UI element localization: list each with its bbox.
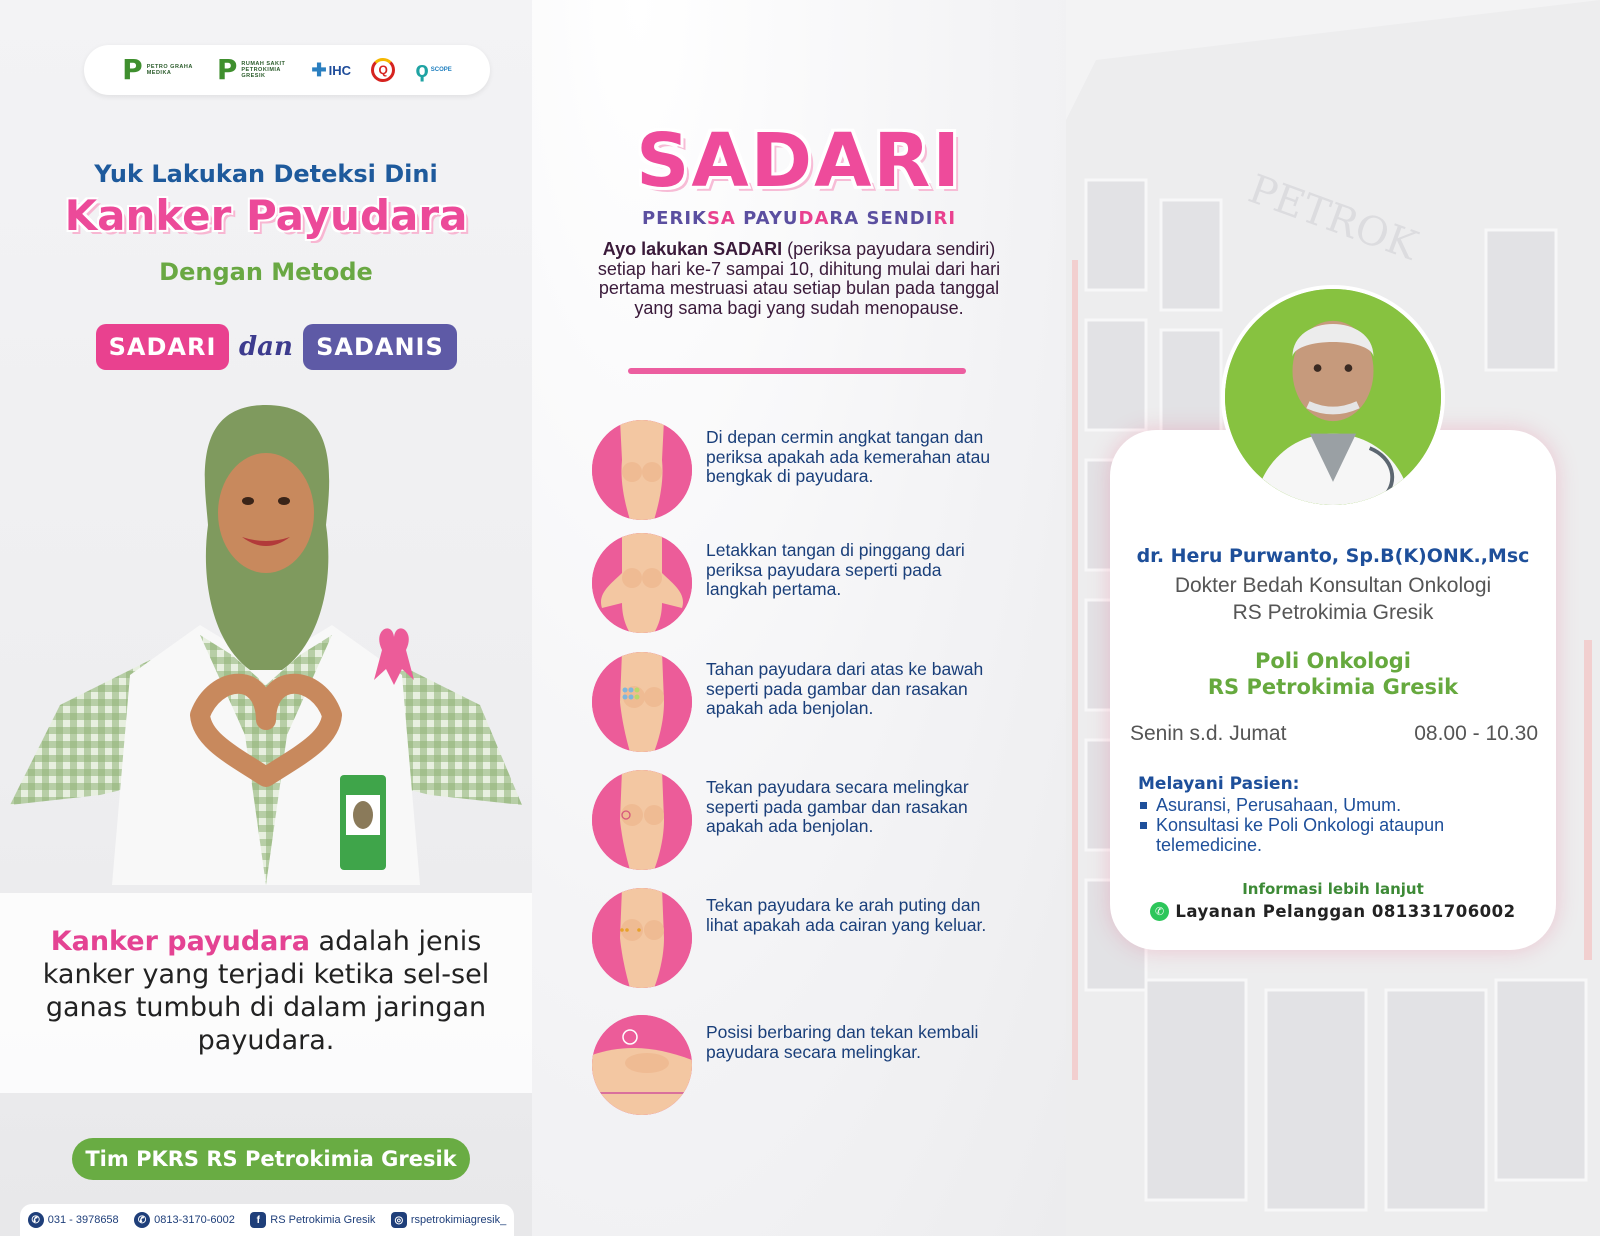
method-badges <box>96 324 457 370</box>
list-item: Asuransi, Perusahaan, Umum. <box>1138 795 1538 815</box>
intro-text: (periksa payudara sendiri) setiap hari ke-7 sampai 10, dihitung mulai dari hari pertama mestruasi atau setiap bulan pada tanggal yang sama bagi yang sudah menopause. <box>597 239 1001 318</box>
health-worker-photo <box>0 405 532 885</box>
subtitle-part-accent: SA <box>706 208 736 229</box>
more-info-label: Informasi lebih lanjut <box>1242 880 1424 898</box>
svg-text:PETROK: PETROK <box>1242 166 1424 270</box>
list-item: Konsultasi ke Poli Onkologi ataupun telemedicine. <box>1138 815 1538 855</box>
clinic-name-line: Poli Onkologi <box>1254 649 1411 673</box>
schedule-hours: 08.00 - 10.30 <box>1414 722 1538 745</box>
subtitle-part-accent: DA <box>798 208 830 229</box>
sadari-badge: SADARI <box>96 324 229 370</box>
subtitle-part-accent: RI <box>933 208 957 229</box>
petro-graha-medika-logo <box>122 53 197 86</box>
step-2-text: Letakkan tangan di pinggang dari periksa payudara seperti pada langkah pertama. <box>706 540 965 599</box>
schedule-days: Senin s.d. Jumat <box>1130 722 1287 745</box>
whatsapp-icon: ✆ <box>134 1212 150 1228</box>
scope-mark-icon: ϙ <box>415 57 429 82</box>
logo-mark: P <box>122 53 143 86</box>
rs-petrokimia-logo <box>216 53 292 86</box>
method-joiner: dan <box>239 332 293 362</box>
sadanis-badge: SADANIS <box>303 324 457 370</box>
doctor-name: dr. Heru Purwanto, Sp.B(K)ONK.,Msc <box>1136 545 1530 567</box>
headline-method: Dengan Metode <box>159 258 373 286</box>
right-panel <box>1066 0 1600 1236</box>
clinic-hospital-line: RS Petrokimia Gresik <box>1207 675 1459 699</box>
serving-label: Melayani Pasien: <box>1138 774 1300 794</box>
sadari-title: SADARI <box>636 118 962 204</box>
circular-press-icon <box>592 770 692 870</box>
doctor-hospital-line: RS Petrokimia Gresik <box>1232 601 1434 624</box>
description-text: adalah jenis kanker yang terjadi ketika sel-sel ganas tumbuh di dalam jaringan payudara. <box>42 926 490 1056</box>
contact-facebook[interactable] <box>250 1212 375 1228</box>
phone-icon: ✆ <box>28 1212 44 1228</box>
scope-logo <box>415 57 451 83</box>
sadari-intro <box>596 240 1002 318</box>
hold-breast-icon <box>592 652 692 752</box>
step-1 <box>592 420 1012 530</box>
step-1-text: Di depan cermin angkat tangan dan periksa apakah ada kemerahan atau bengkak di payudara. <box>706 427 991 486</box>
step-4-text: Tekan payudara secara melingkar seperti pada gambar dan rasakan apakah ada benjolan. <box>706 777 969 836</box>
section-divider <box>628 368 966 374</box>
logo-text: PETRO GRAHA MEDIKA <box>146 64 193 76</box>
contact-facebook-text: RS Petrokimia Gresik <box>270 1214 376 1226</box>
subtitle-part: PERIK <box>641 208 707 229</box>
contact-whatsapp-text: 0813-3170-6002 <box>154 1214 235 1226</box>
serving-list <box>1138 795 1538 855</box>
contact-phone-text: 031 - 3978658 <box>47 1214 119 1226</box>
headline-intro: Yuk Lakukan Deteksi Dini <box>94 160 438 188</box>
partner-logo-bar <box>84 45 490 95</box>
left-panel <box>0 0 532 1236</box>
step-5-text: Tekan payudara ke arah puting dan lihat apakah ada cairan yang keluar. <box>706 895 987 935</box>
practice-schedule <box>1130 722 1538 746</box>
contact-whatsapp[interactable] <box>134 1212 235 1228</box>
step-3-text: Tahan payudara dari atas ke bawah seperti pada gambar dan rasakan apakah ada benjolan. <box>706 659 984 718</box>
doctor-title <box>1110 572 1556 626</box>
step-2 <box>592 533 1012 643</box>
contact-phone[interactable] <box>28 1212 119 1228</box>
customer-service-text: Layanan Pelanggan 081331706002 <box>1175 902 1516 921</box>
facebook-icon: f <box>250 1212 266 1228</box>
clinic-name <box>1110 648 1556 700</box>
logo-text: SCOPE <box>430 67 452 73</box>
doctor-photo <box>1221 285 1445 509</box>
step-6-text: Posisi berbaring dan tekan kembali payudara secara melingkar. <box>706 1022 979 1062</box>
lying-down-press-icon <box>592 1015 692 1115</box>
intro-bold: Ayo lakukan SADARI <box>602 239 783 259</box>
press-toward-nipple-icon <box>592 888 692 988</box>
ihc-logo <box>312 60 351 81</box>
doctor-title-line: Dokter Bedah Konsultan Onkologi <box>1174 574 1492 597</box>
contact-instagram[interactable] <box>391 1212 506 1228</box>
contact-instagram-text: rspetrokimiagresik_ <box>410 1214 507 1226</box>
subtitle-part: RA SENDI <box>829 208 934 229</box>
customer-service-line[interactable] <box>1110 902 1556 921</box>
logo-mark: P <box>216 53 238 86</box>
hands-on-hips-icon <box>592 533 692 633</box>
quality-logo <box>371 58 395 82</box>
logo-text: IHC <box>328 62 352 78</box>
ihc-mark-icon: ✚ <box>311 59 327 80</box>
step-4 <box>592 770 1012 880</box>
step-6 <box>592 1015 1012 1125</box>
breast-cancer-description <box>40 925 492 1057</box>
mirror-raise-arms-icon <box>592 420 692 520</box>
whatsapp-icon: ✆ <box>1150 902 1169 921</box>
team-label: Tim PKRS RS Petrokimia Gresik <box>72 1138 470 1180</box>
description-highlight: Kanker payudara <box>50 926 310 957</box>
logo-text: RUMAH SAKIT PETROKIMIA GRESIK <box>241 61 286 79</box>
headline-main: Kanker Payudara <box>64 191 468 240</box>
instagram-icon: ◎ <box>391 1212 407 1228</box>
step-3 <box>592 652 1012 762</box>
middle-panel <box>532 0 1066 1236</box>
step-5 <box>592 888 1012 998</box>
logo-text: Q <box>378 63 388 77</box>
sadari-subtitle <box>532 208 1066 229</box>
subtitle-part: PAYU <box>735 208 799 229</box>
contact-bar <box>20 1204 514 1236</box>
